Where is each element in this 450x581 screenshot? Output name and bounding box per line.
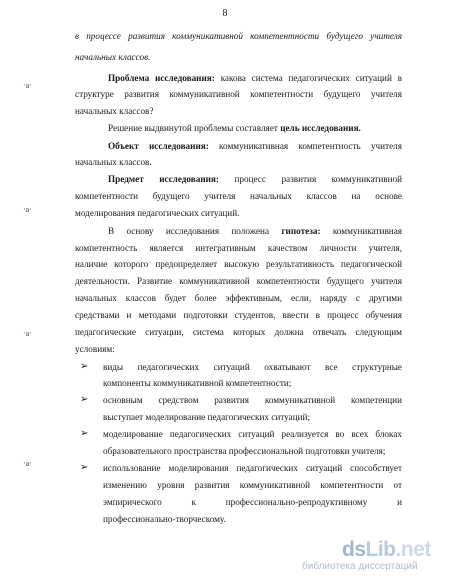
subject-line: Предмет исследования: процесс развития коммуникативной bbox=[108, 174, 402, 184]
subject-heading: Предмет исследования: bbox=[108, 174, 219, 184]
text-line: компетентность является интегративным качеством личности учителя, bbox=[75, 243, 402, 253]
text-line: педагогические ситуации, система которых должна отвечать следующим bbox=[75, 327, 402, 337]
list-item: моделирование педагогических ситуаций реализуется во всех блоках bbox=[103, 429, 402, 439]
list-item: использование моделирования педагогических ситуаций способствует bbox=[103, 463, 402, 473]
object-heading: Объект исследования: bbox=[108, 141, 209, 151]
margin-mark: ·a· bbox=[23, 459, 32, 468]
text-line: структуре развития коммуникативной компетентности будущего учителя bbox=[75, 89, 402, 99]
goal-line: Решение выдвинутой проблемы составляет цель исследования. bbox=[108, 123, 361, 133]
text-line: деятельности. Развитие коммуникативной компетентности будущего учителя bbox=[75, 276, 402, 286]
list-item-continuation: изменению уровня развития коммуникативной компетентности от bbox=[103, 480, 402, 490]
bullet-arrow-icon: ➢ bbox=[80, 462, 89, 473]
text-line: моделирования педагогических ситуаций. bbox=[75, 208, 240, 218]
problem-line: Проблема исследования: какова система педагогических ситуаций в bbox=[108, 73, 402, 83]
watermark bbox=[302, 538, 431, 572]
page-number: 8 bbox=[222, 8, 228, 19]
hypothesis-line: В основу исследования положена гипотеза: коммуникативная bbox=[108, 226, 403, 236]
list-item-continuation: профессионально-творческому. bbox=[103, 514, 226, 524]
bullet-arrow-icon: ➢ bbox=[80, 394, 89, 405]
text-line: средствами и методами подготовки студентов, ввести в процесс обучения bbox=[75, 310, 402, 320]
text-line: компетентности будущего учителя начальных классов на основе bbox=[75, 191, 402, 201]
watermark-logo: dsLib.net bbox=[342, 538, 431, 561]
hypothesis-term: гипотеза: bbox=[281, 226, 321, 236]
margin-mark: ·a· bbox=[23, 81, 32, 90]
object-line: Объект исследования: коммуникативная компетентность учителя bbox=[108, 141, 402, 151]
text-line: в процессе развития коммуникативной компетентности будущего учителя bbox=[75, 31, 402, 41]
list-item: виды педагогических ситуаций охватывают все структурные bbox=[103, 362, 402, 372]
problem-heading: Проблема исследования: bbox=[108, 73, 215, 83]
text-line: начальных классов. bbox=[75, 52, 151, 62]
list-item-continuation: компоненты коммуникативной компетентности; bbox=[103, 378, 292, 388]
bullet-arrow-icon: ➢ bbox=[80, 361, 89, 372]
list-item-continuation: эмпирического к профессионально-репродуктивному и bbox=[103, 497, 402, 507]
text-line: начальных классов. bbox=[75, 157, 152, 167]
list-item-continuation: выступает моделирование педагогических ситуаций; bbox=[103, 412, 311, 422]
list-item-continuation: образовательного пространства профессиональной подготовки учителя; bbox=[103, 446, 386, 456]
margin-mark: ·a· bbox=[23, 205, 32, 214]
text-line: начальных классов? bbox=[75, 106, 154, 116]
list-item: основным средством развития коммуникативной компетенции bbox=[103, 395, 402, 405]
margin-mark: ·a· bbox=[23, 329, 32, 338]
text-line: наличие которого предопределяет высокую результативность педагогической bbox=[75, 259, 402, 269]
text-line: начальных классов будет более эффективным, если, наряду с другими bbox=[75, 293, 402, 303]
text-line: условиям: bbox=[75, 344, 115, 354]
goal-term: цель исследования. bbox=[280, 123, 361, 133]
watermark-subtitle: библиотека диссертаций bbox=[302, 561, 418, 572]
bullet-arrow-icon: ➢ bbox=[80, 428, 89, 439]
